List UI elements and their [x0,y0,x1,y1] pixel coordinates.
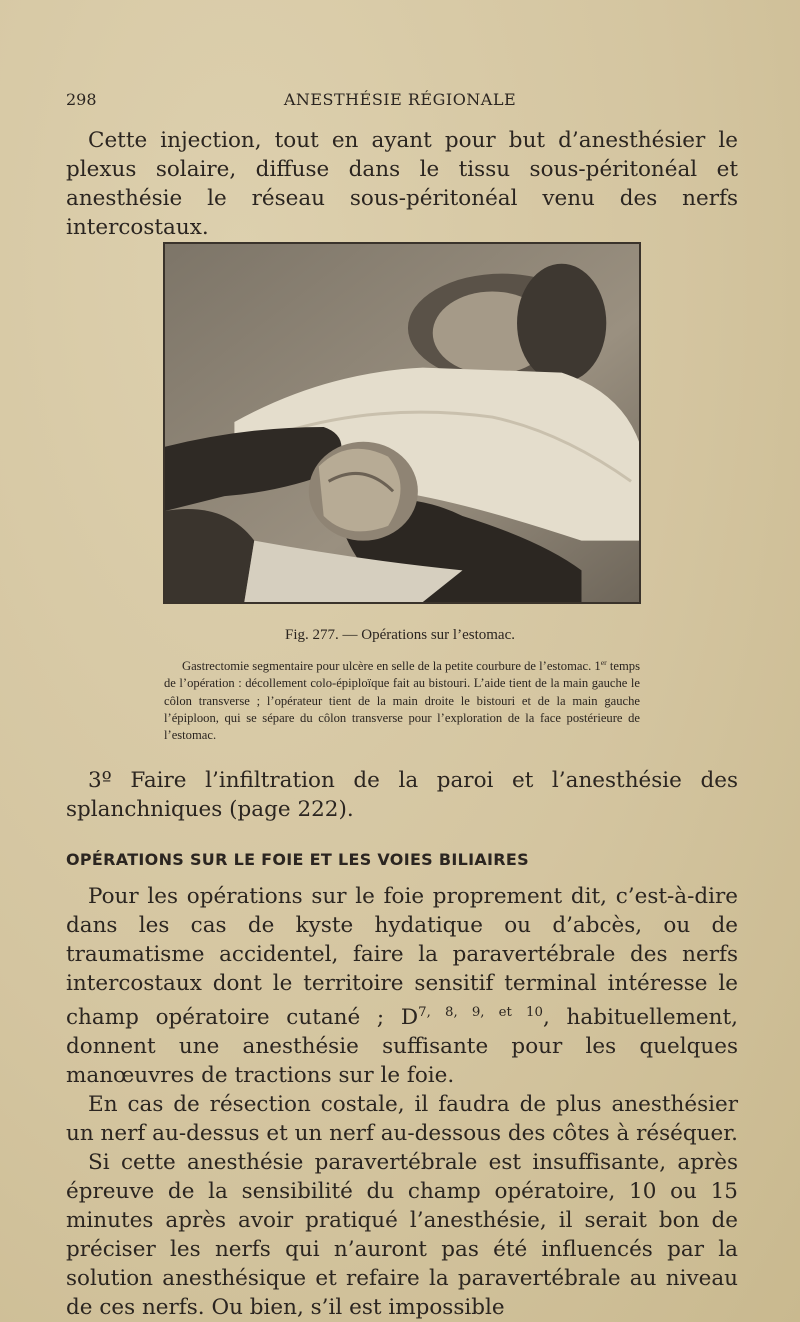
section-paragraph-1-part1: Pour les opérations sur le foie proprement dit, c’est-à-dire dans les cas de kyste hydatique ou d’abcès, ou de traumatisme accidentel, faire la paravertébrale des nerfs intercostaux dont le territoire sensitif terminal intéresse le champ opératoire cutané ; D [66,884,738,1031]
figure-caption [164,654,640,744]
step-paragraph-text: 3º Faire l’infiltration de la paroi et l’anesthésie des splanchniques (page 222). [66,768,738,822]
figure-caption-superscript: er [600,658,607,667]
section-heading: OPÉRATIONS SUR LE FOIE ET LES VOIES BILIAIRES [66,850,529,869]
surgery-photograph [163,242,641,604]
step-paragraph [66,766,738,824]
intro-paragraph [66,126,738,242]
figure-title: Fig. 277. — Opérations sur l’estomac. [285,627,515,643]
figure-caption-part2: temps de l’opération : décollement colo-épiploïque fait au bistouri. L’aide tient de la main gauche le côlon transverse ; l’opérateur tient de la main droite le bistouri et de la main gauche l’épiploon, qui se sépare du côlon transverse pour l’exploration de la face postérieure de l’estomac. [164,659,640,742]
section-body [66,882,738,1322]
running-title: ANESTHÉSIE RÉGIONALE [283,90,517,109]
section-paragraph-1-part2: , habituellement, donnent une anesthésie suffisante pour les quelques manœuvres de tractions sur le foie. [66,1005,738,1089]
section-paragraph-3: Si cette anesthésie paravertébrale est insuffisante, après épreuve de la sensibilité du champ opératoire, 10 ou 15 minutes après avoir pratiqué l’anesthésie, il serait bon de préciser les nerfs qui n’auront pas été influencés par la solution anesthésique et refaire la paravertébrale au niveau de ces nerfs. Ou bien, s’il est impossible [66,1150,738,1321]
intro-paragraph-text: Cette injection, tout en ayant pour but d’anesthésier le plexus solaire, diffuse dans le tissu sous-péritonéal et anesthésie le réseau sous-péritonéal venu des nerfs intercostaux. [66,128,738,240]
vertebrae-superscript: 7, 8, 9, et 10 [418,1005,543,1020]
figure-caption-part1: Gastrectomie segmentaire pour ulcère en selle de la petite courbure de l’estomac. 1 [182,659,601,674]
surgery-photograph-image [165,244,639,602]
page-number: 298 [66,90,97,109]
section-paragraph-2: En cas de résection costale, il faudra de plus anesthésier un nerf au-dessus et un nerf au-dessous des côtes à réséquer. [66,1092,738,1147]
section-paragraph-1 [66,882,738,1090]
